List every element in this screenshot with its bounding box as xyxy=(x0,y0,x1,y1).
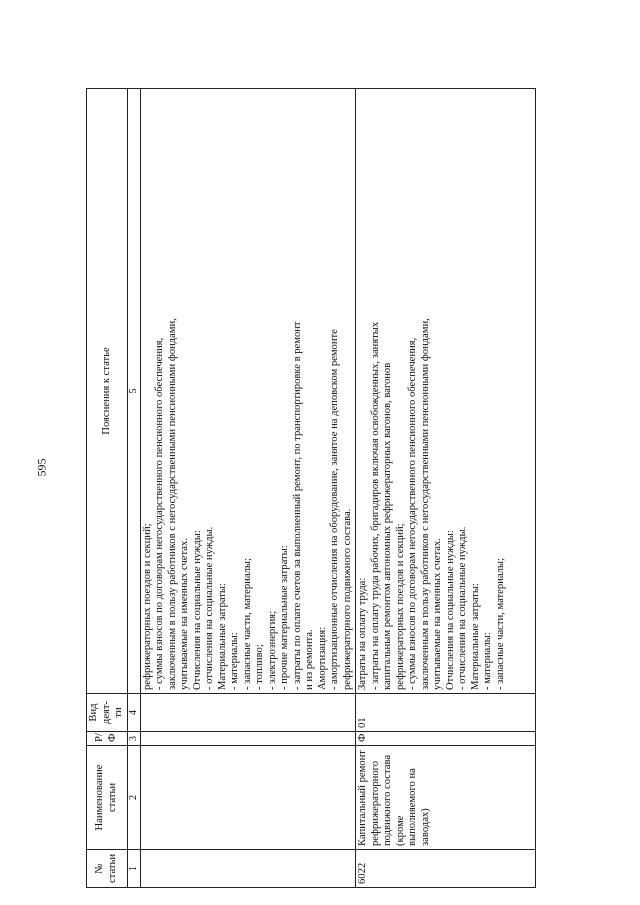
header-rf: Р/ Ф xyxy=(87,732,128,746)
header-explanation: Пояснения к статье xyxy=(87,89,128,694)
explanation-line: рефрижераторного подвижного состава. xyxy=(341,508,353,690)
explanation-line: рефрижераторных поездов и секций; xyxy=(394,523,406,690)
column-number: 4 xyxy=(127,694,140,732)
explanation-line: рефрижераторных поездов и секций; xyxy=(141,523,153,690)
explanation-line: учитываемые на именных счетах. xyxy=(432,538,443,690)
item-rf: Ф xyxy=(356,732,536,746)
item-code xyxy=(140,850,356,888)
explanation-line: учитываемые на именных счетах. xyxy=(179,538,190,690)
explanation-line: - запасные части, материалы; xyxy=(241,558,253,690)
explanation-line: заключенным в пользу работников с негосударственными пенсионными фондами, xyxy=(419,318,431,690)
explanation-line: - амортизационные отчисления на оборудование, занятое на деповском ремонте xyxy=(329,329,340,690)
item-name: Капитальный ремонт рефрижераторного подвижного состава (кроме выполняемого на заводах) xyxy=(356,746,536,850)
explanation-line: Отчисления на социальные нужды: xyxy=(191,530,203,690)
page-number: 595 xyxy=(34,458,49,477)
item-rf xyxy=(140,732,356,746)
column-number: 5 xyxy=(127,89,140,694)
item-activity-type xyxy=(140,694,356,732)
explanation-line: капитальным ремонтом автономных рефрижераторных вагонов, вагонов xyxy=(382,362,393,690)
column-number: 3 xyxy=(127,732,140,746)
explanation-line: заключенным в пользу работников с негосударственными пенсионными фондами, xyxy=(166,318,178,690)
column-number-row xyxy=(127,89,140,888)
explanation-line: - отчисления на социальные нужды. xyxy=(204,526,215,690)
explanation-line: - прочие материальные затраты: xyxy=(279,545,290,690)
explanation-line: Материальные затраты: xyxy=(216,583,228,690)
explanation-line: Затраты на оплату труда: xyxy=(357,577,368,690)
explanation-line: - материалы: xyxy=(229,632,240,690)
column-number: 2 xyxy=(127,746,140,850)
column-number: 1 xyxy=(127,850,140,888)
explanation-line: - затраты по оплате счетов за выполненный ремонт, по транспортировке в ремонт xyxy=(291,321,303,690)
table-row xyxy=(356,89,536,888)
header-activity-type: Вид деят-ти xyxy=(87,694,128,732)
explanation-line: - суммы взносов по договорам негосударственного пенсионного обеспечения, xyxy=(407,337,418,690)
item-explanation xyxy=(356,89,536,694)
item-name xyxy=(140,746,356,850)
item-activity-type: 01 xyxy=(356,694,536,732)
explanation-line: - затраты на оплату труда рабочих, бригадиров включая освобожденных, занятых xyxy=(369,321,381,690)
header-item-name: Наименование статьи xyxy=(87,746,128,850)
explanation-line: Амортизация: xyxy=(316,626,328,690)
explanation-line: - топливо; xyxy=(254,644,265,690)
explanation-line: Отчисления на социальные нужды: xyxy=(444,530,456,690)
header-item-number: № статьи xyxy=(87,850,128,888)
item-explanation xyxy=(140,89,356,694)
explanation-line: - отчисления на социальные нужды. xyxy=(457,526,468,690)
table-header-row xyxy=(87,89,128,888)
item-code: 6022 xyxy=(356,850,536,888)
explanation-line: и из ремонта. xyxy=(304,629,315,690)
expense-items-table xyxy=(86,88,536,888)
explanation-line: Материальные затраты: xyxy=(469,583,481,690)
rotated-table-wrapper xyxy=(86,88,536,888)
table-row xyxy=(140,89,356,888)
explanation-line: - электроэнергия; xyxy=(266,610,278,690)
explanation-line: - материалы: xyxy=(482,632,493,690)
explanation-line: - запасные части, материалы; xyxy=(494,558,506,690)
explanation-line: - суммы взносов по договорам негосударственного пенсионного обеспечения, xyxy=(154,337,165,690)
